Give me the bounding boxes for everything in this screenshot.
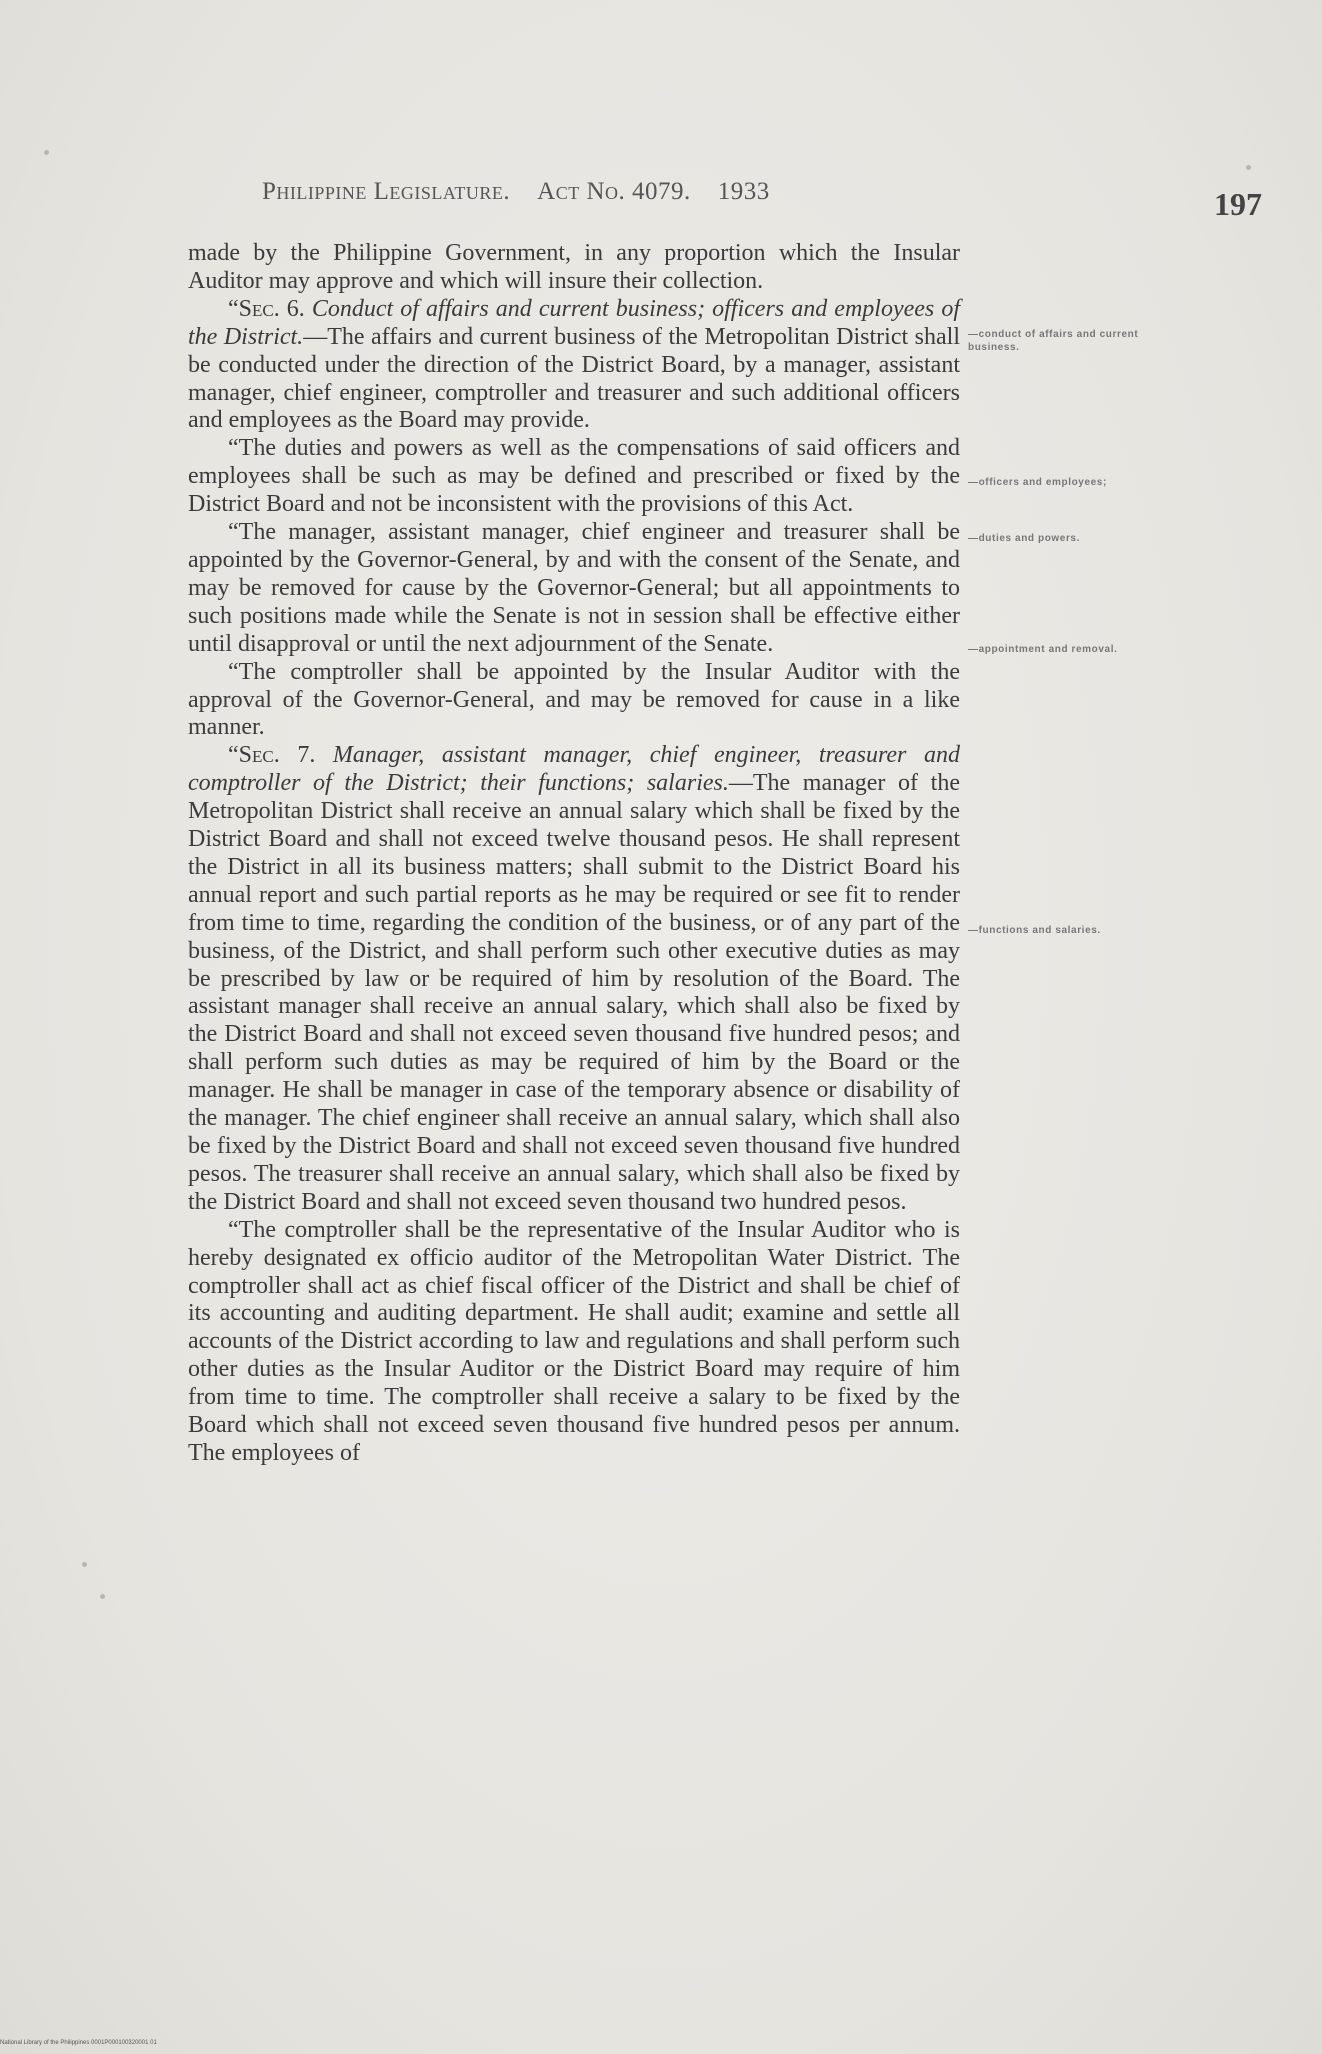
scan-speck [44,150,49,155]
scan-speck [100,1594,105,1599]
margin-note-duties: —duties and powers. [968,533,1080,544]
section-number: “Sec. 6. [228,295,312,322]
margin-note-officers: —officers and employees; [968,477,1107,488]
paragraph [188,435,960,519]
scan-footer: National Library of the Philippines 0001P000100320001 01 [0,2040,157,2046]
paragraph [188,240,960,296]
paragraph-text: “The duties and powers as well as the compensations of said officers and employees shall be such as may be defined and prescribed or fixed by the District Board and not be inconsistent with the provisions of this Act. [188,435,960,518]
paragraph [188,1217,960,1468]
margin-note-conduct: —conduct of affairs and current business. [968,329,1139,353]
paragraph-text: —The affairs and current business of the Metropolitan District shall be conducted under the direction of the District Board, by a manager, assistant manager, chief engineer, comptroller and treasurer and such additional officers and employees as the Board may provide. [188,323,960,434]
section-heading: Manager, assistant manager, chief engineer, treasurer and comptroller of the District; their functions; salaries. [188,742,960,797]
scan-speck [1246,165,1251,170]
section-paragraph [188,296,960,436]
page-number: 197 [1214,186,1262,222]
paragraph-text: —The manager of the Metropolitan District shall receive an annual salary which shall be fixed by the District Board and shall not exceed twelve thousand pesos. He shall represent the District in all its business matters; shall submit to the District Board his annual report and such partial reports as he may be required or see fit to render from time to time, regarding the condition of the business, or of any part of the business, of the District, and shall perform such other executive duties as may be prescribed by law or be required of him by resolution of the Board. The assistant manager shall receive an annual salary, which shall also be fixed by the District Board and shall not exceed seven thousand five hundred pesos; and shall perform such duties as may be required of him by the Board or the manager. He shall be manager in case of the temporary absence or disability of the manager. The chief engineer shall receive an annual salary, which shall also be fixed by the District Board and shall not exceed seven thousand five hundred pesos. The treasurer shall receive an annual salary, which shall also be fixed by the District Board and shall not exceed seven thousand two hundred pesos. [188,770,960,1215]
paragraph [188,659,960,743]
running-head-act: Act No. 4079. [537,178,691,205]
body-text [188,240,960,1468]
paragraph-text: “The comptroller shall be the representative of the Insular Auditor who is hereby designated ex officio auditor of the Metropolitan Water District. The comptroller shall act as chief fiscal officer of the District and shall be chief of its accounting and auditing department. He shall audit; examine and settle all accounts of the District according to law and regulations and shall perform such other duties as the Insular Auditor or the District Board may require of him from time to time. The comptroller shall receive a salary to be fixed by the Board which shall not exceed seven thousand five hundred pesos per annum. The employees of [188,1216,960,1466]
paragraph-text: “The manager, assistant manager, chief engineer and treasurer shall be appointed by the Governor-General, by and with the consent of the Senate, and may be removed for cause by the Governor-General; but all appointments to such positions made while the Senate is not in session shall be effective either until disapproval or until the next adjournment of the Senate. [188,519,960,657]
section-number: “Sec. 7. [228,742,333,769]
section-paragraph [188,742,960,1216]
paragraph [188,519,960,659]
running-head [262,178,770,206]
paragraph-text: made by the Philippine Government, in any proportion which the Insular Auditor may approve and which will insure their collection. [188,240,960,294]
scan-speck [82,1562,87,1567]
margin-note-functions: —functions and salaries. [968,925,1101,936]
margin-note-appointment: —appointment and removal. [968,644,1118,655]
paragraph-text: “The comptroller shall be appointed by the Insular Auditor with the approval of the Governor-General, and may be removed for cause in a like manner. [188,658,960,741]
running-head-legislature: Philippine Legislature. [262,178,511,205]
section-heading: Conduct of affairs and current business; officers and employees of the District. [188,295,960,350]
running-head-year: 1933 [717,178,770,205]
